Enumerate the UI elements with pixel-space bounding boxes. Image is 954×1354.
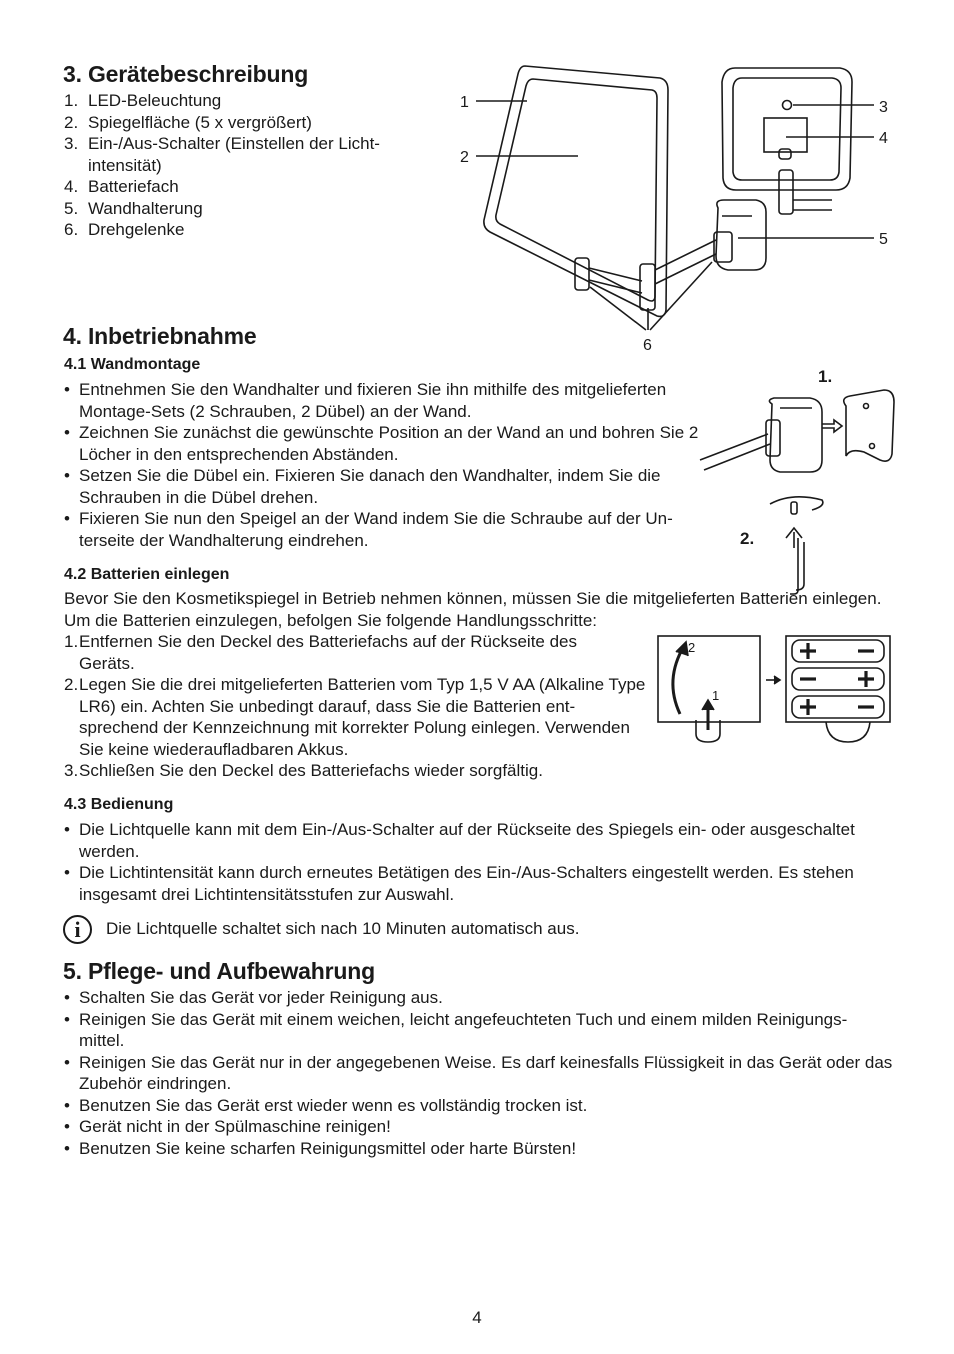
diagram-label-1: 1 <box>460 94 469 111</box>
diagram-label-2: 2 <box>460 149 469 166</box>
list-item: 3. Schließen Sie den Deckel des Batteriefachs wieder sorgfältig. <box>64 761 543 780</box>
figure-step-2-label: 2. <box>740 529 755 548</box>
battery-steps-list <box>64 631 654 782</box>
section-4-3-heading: 4.3 Bedienung <box>64 796 174 813</box>
list-item: 6. Drehgelenke <box>64 220 185 239</box>
wall-mount-figure-drawing <box>700 360 900 590</box>
list-item: • Setzen Sie die Dübel ein. Fixieren Sie danach den Wandhalter, indem Sie die Schrauben in die Dübel drehen. <box>64 465 679 508</box>
list-item: 2. Legen Sie die drei mitgelieferten Batterien vom Typ 1,5 V AA (Alkaline Type LR6) ein. Achten Sie unbedingt darauf, dass Sie die Batterien ent-sprechend der Kennzeichnung mit korrekter Polung einlegen. Verwenden Sie keine wiederaufladbaren Akkus. <box>64 675 646 759</box>
list-item: • Gerät nicht in der Spülmaschine reinigen! <box>64 1116 894 1138</box>
battery-figure-label-2: 2 <box>688 640 696 655</box>
battery-intro: Bevor Sie den Kosmetikspiegel in Betrieb nehmen können, müssen Sie die mitgelieferten Batterien einlegen. Um die Batterien einzulegen, befolgen Sie folgende Handlungsschritte: <box>64 589 882 630</box>
info-icon: i <box>63 915 92 944</box>
list-item: 1. Entfernen Sie den Deckel des Batteriefachs auf der Rückseite des Geräts. <box>64 632 578 673</box>
list-item: • Reinigen Sie das Gerät nur in der angegebenen Weise. Es darf keinesfalls Flüssigkeit in das Gerät oder das Zubehör eindringen. <box>64 1052 894 1095</box>
battery-figure <box>650 630 910 750</box>
list-item: 5. Wandhalterung <box>64 198 203 218</box>
battery-figure-label-1: 1 <box>712 688 720 703</box>
wall-mount-figure <box>0 0 954 240</box>
list-item: • Schalten Sie das Gerät vor jeder Reinigung aus. <box>64 987 894 1009</box>
list-item: 2. Spiegelfläche (5 x vergrößert) <box>64 112 312 132</box>
diagram-label-4: 4 <box>879 130 888 147</box>
list-item: • Benutzen Sie keine scharfen Reinigungsmittel oder harte Bürsten! <box>64 1138 894 1160</box>
list-item: 3. Ein-/Aus-Schalter (Einstellen der Licht-intensität) <box>64 134 380 175</box>
diagram-label-5: 5 <box>879 231 888 248</box>
section-4-2-heading: 4.2 Batterien einlegen <box>64 566 230 583</box>
figure-step-1-label: 1. <box>818 367 833 386</box>
list-item: 1. LED-Beleuchtung <box>64 91 222 110</box>
section-4-1-heading: 4.1 Wandmontage <box>64 356 201 373</box>
list-item: • Benutzen Sie das Gerät erst wieder wenn es vollständig trocken ist. <box>64 1095 894 1117</box>
list-item: • Reinigen Sie das Gerät mit einem weichen, leicht angefeuchteten Tuch und einem milden Reinigungs-mittel. <box>64 1009 874 1052</box>
info-note: Die Lichtquelle schaltet sich nach 10 Minuten automatisch aus. <box>106 919 580 938</box>
list-item: • Zeichnen Sie zunächst die gewünschte Position an der Wand an und bohren Sie 2 Löcher in den entsprechenden Abständen. <box>64 422 704 465</box>
diagram-label-3: 3 <box>879 99 888 116</box>
wall-mounting-list <box>64 379 704 551</box>
section-3-heading: 3. Gerätebeschreibung <box>63 61 309 87</box>
page-number: 4 <box>472 1308 482 1327</box>
care-list <box>64 987 894 1159</box>
section-5-heading: 5. Pflege- und Aufbewahrung <box>63 958 375 984</box>
section-4-heading: 4. Inbetriebnahme <box>63 323 257 349</box>
list-item: 4. Batteriefach <box>64 177 179 196</box>
diagram-label-6: 6 <box>643 337 652 354</box>
list-item: • Die Lichtquelle kann mit dem Ein-/Aus-Schalter auf der Rückseite des Spiegels ein- oder ausgeschaltet werden. <box>64 819 894 862</box>
list-item: • Die Lichtintensität kann durch erneutes Betätigen des Ein-/Aus-Schalters eingestellt werden. Es stehen insgesamt drei Lichtintensitätsstufen zur Auswahl. <box>64 862 894 905</box>
operation-list <box>64 819 894 905</box>
list-item: • Entnehmen Sie den Wandhalter und fixieren Sie ihn mithilfe des mitgelieferten Montage-Sets (2 Schrauben, 2 Dübel) an der Wand. <box>64 379 689 422</box>
list-item: • Fixieren Sie nun den Speigel an der Wand indem Sie die Schraube auf der Un-terseite der Wandhalterung eindrehen. <box>64 508 689 551</box>
